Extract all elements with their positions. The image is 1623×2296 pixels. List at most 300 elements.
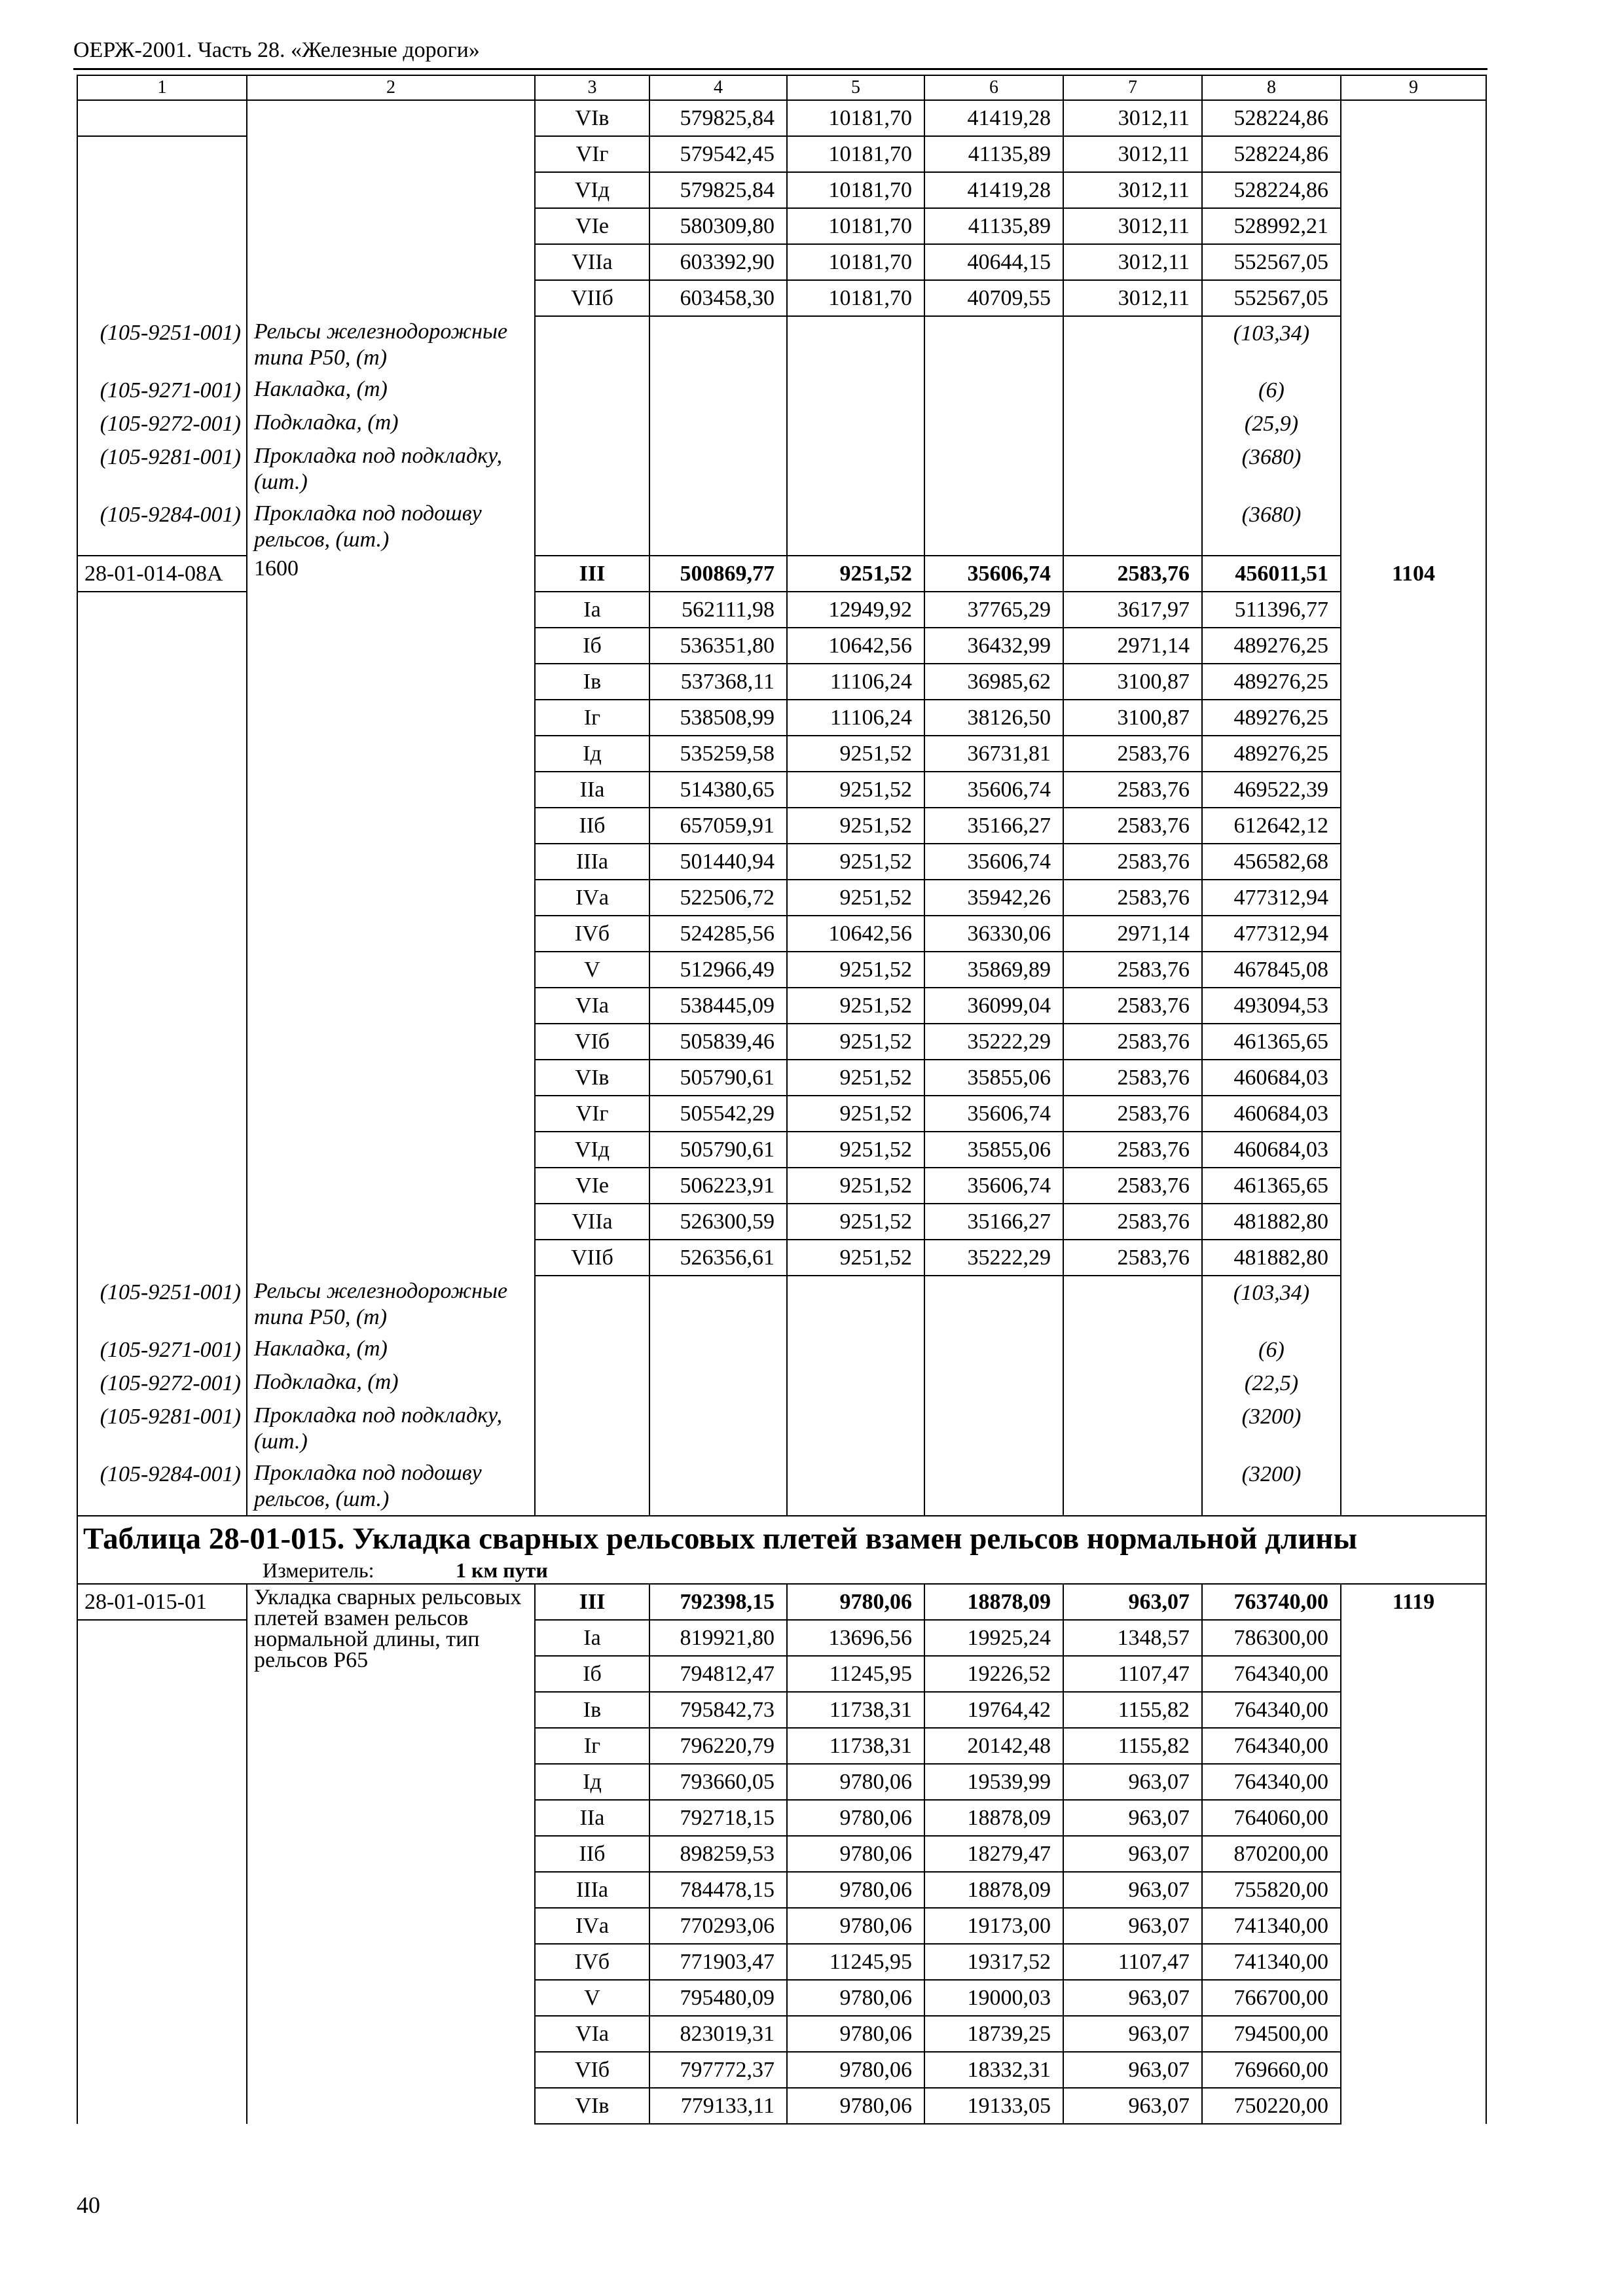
value-cell-c8: 528224,86 [1202, 172, 1341, 208]
code-cell [77, 1620, 247, 1656]
empty-cell [649, 1458, 787, 1516]
value-cell-c4: 657059,91 [649, 808, 787, 844]
value-cell-c7: 3012,11 [1063, 208, 1202, 244]
value-cell-c6: 37765,29 [924, 592, 1063, 628]
value-cell-c5: 9251,52 [787, 952, 924, 988]
value-cell-c6: 41419,28 [924, 172, 1063, 208]
code-cell [77, 988, 247, 1024]
value-cell-c5: 11245,95 [787, 1944, 924, 1980]
empty-cell [649, 316, 787, 374]
value-cell-c5: 10181,70 [787, 244, 924, 280]
value-cell-c7: 2583,76 [1063, 1096, 1202, 1132]
value-cell-c5: 10181,70 [787, 208, 924, 244]
name-cell: 1600 [247, 556, 535, 1276]
code-cell [77, 208, 247, 244]
value-cell-c5: 10181,70 [787, 280, 924, 316]
value-cell-c4: 797772,37 [649, 2052, 787, 2088]
value-cell-c6: 19226,52 [924, 1656, 1063, 1692]
code-cell [77, 2052, 247, 2088]
empty-cell [1341, 440, 1486, 498]
code-cell [77, 1908, 247, 1944]
value-cell-c6: 36432,99 [924, 628, 1063, 664]
value-cell-c5: 9780,06 [787, 1764, 924, 1800]
empty-cell [924, 1367, 1063, 1400]
value-cell-c4: 792398,15 [649, 1584, 787, 1620]
resource-name: Рельсы железнодорожные типа Р50, (т) [247, 1276, 535, 1333]
empty-cell [1063, 1400, 1202, 1458]
value-cell-c8: 763740,00 [1202, 1584, 1341, 1620]
empty-cell [1341, 498, 1486, 556]
column-number-row [77, 75, 1486, 100]
value-cell-c8: 870200,00 [1202, 1836, 1341, 1872]
empty-cell [649, 374, 787, 407]
c9-cell [1341, 808, 1486, 844]
value-cell-c6: 36330,06 [924, 916, 1063, 952]
empty-cell [924, 498, 1063, 556]
empty-cell [1063, 498, 1202, 556]
code-cell [77, 1204, 247, 1240]
column-number: 2 [247, 75, 535, 100]
resource-code: (105-9281-001) [77, 440, 247, 498]
resource-name: Подкладка, (т) [247, 407, 535, 440]
value-cell-c7: 2583,76 [1063, 988, 1202, 1024]
resource-row [77, 407, 1486, 440]
column-number: 8 [1202, 75, 1341, 100]
value-cell-c5: 9251,52 [787, 1240, 924, 1276]
resource-code: (105-9281-001) [77, 1400, 247, 1458]
value-cell-c8: 794500,00 [1202, 2016, 1341, 2052]
c9-cell [1341, 736, 1486, 772]
name-cell [247, 244, 535, 280]
zone-cell: IIа [535, 772, 649, 808]
value-cell-c6: 19000,03 [924, 1980, 1063, 2016]
empty-cell [924, 374, 1063, 407]
zone-cell: Iа [535, 1620, 649, 1656]
empty-cell [924, 316, 1063, 374]
zone-cell: Iг [535, 700, 649, 736]
value-cell-c5: 9780,06 [787, 1800, 924, 1836]
table-title-cell [77, 1516, 1486, 1584]
empty-cell [535, 316, 649, 374]
value-cell-c7: 1348,57 [1063, 1620, 1202, 1656]
value-cell-c5: 9251,52 [787, 880, 924, 916]
value-cell-c8: 461365,65 [1202, 1024, 1341, 1060]
value-cell-c4: 823019,31 [649, 2016, 787, 2052]
value-cell-c8: 481882,80 [1202, 1204, 1341, 1240]
table-title-row [77, 1516, 1486, 1584]
zone-cell: VIв [535, 100, 649, 136]
zone-cell: IVа [535, 880, 649, 916]
value-cell-c4: 522506,72 [649, 880, 787, 916]
zone-cell: VIIа [535, 244, 649, 280]
resource-qty: (6) [1202, 374, 1341, 407]
c9-cell [1341, 1728, 1486, 1764]
value-cell-c6: 41135,89 [924, 136, 1063, 172]
resource-qty: (25,9) [1202, 407, 1341, 440]
column-number: 6 [924, 75, 1063, 100]
value-cell-c6: 19173,00 [924, 1908, 1063, 1944]
code-cell [77, 628, 247, 664]
value-cell-c8: 460684,03 [1202, 1060, 1341, 1096]
empty-cell [924, 1458, 1063, 1516]
rates-table [77, 75, 1487, 2125]
value-cell-c5: 9780,06 [787, 1980, 924, 2016]
c9-cell [1341, 1132, 1486, 1168]
value-cell-c4: 505542,29 [649, 1096, 787, 1132]
c9-cell [1341, 1800, 1486, 1836]
rate-row [77, 556, 1486, 592]
c9-cell [1341, 664, 1486, 700]
value-cell-c6: 19925,24 [924, 1620, 1063, 1656]
empty-cell [787, 498, 924, 556]
empty-cell [1063, 374, 1202, 407]
code-cell [77, 1872, 247, 1908]
zone-cell: VIе [535, 208, 649, 244]
value-cell-c7: 2583,76 [1063, 1240, 1202, 1276]
value-cell-c5: 9780,06 [787, 1908, 924, 1944]
value-cell-c4: 505839,46 [649, 1024, 787, 1060]
value-cell-c7: 963,07 [1063, 1872, 1202, 1908]
value-cell-c5: 10642,56 [787, 628, 924, 664]
value-cell-c6: 35606,74 [924, 772, 1063, 808]
code-cell [77, 1764, 247, 1800]
zone-cell: V [535, 952, 649, 988]
value-cell-c6: 35166,27 [924, 1204, 1063, 1240]
empty-cell [535, 407, 649, 440]
zone-cell: VIв [535, 2088, 649, 2124]
c9-cell [1341, 628, 1486, 664]
code-cell [77, 952, 247, 988]
value-cell-c6: 35222,29 [924, 1024, 1063, 1060]
c9-cell [1341, 1168, 1486, 1204]
rate-row [77, 208, 1486, 244]
code-cell [77, 1836, 247, 1872]
code-cell [77, 916, 247, 952]
resource-row [77, 440, 1486, 498]
value-cell-c6: 18878,09 [924, 1872, 1063, 1908]
resource-row [77, 1458, 1486, 1516]
name-cell: Укладка сварных рельсовых плетей взамен рельсов нормальной длины, тип рельсов Р65 [247, 1584, 535, 2124]
value-cell-c5: 11738,31 [787, 1728, 924, 1764]
code-cell [77, 1692, 247, 1728]
value-cell-c6: 36731,81 [924, 736, 1063, 772]
value-cell-c5: 9251,52 [787, 1132, 924, 1168]
c9-cell [1341, 1908, 1486, 1944]
column-number: 5 [787, 75, 924, 100]
value-cell-c5: 9780,06 [787, 2088, 924, 2124]
resource-name: Накладка, (т) [247, 1333, 535, 1367]
value-cell-c5: 9251,52 [787, 1096, 924, 1132]
resource-row [77, 316, 1486, 374]
code-cell [77, 136, 247, 172]
code-cell [77, 1944, 247, 1980]
zone-cell: IIа [535, 1800, 649, 1836]
value-cell-c5: 9251,52 [787, 772, 924, 808]
resource-qty: (22,5) [1202, 1367, 1341, 1400]
unit-line [83, 1557, 1480, 1583]
value-cell-c7: 3012,11 [1063, 244, 1202, 280]
value-cell-c4: 579542,45 [649, 136, 787, 172]
value-cell-c6: 18739,25 [924, 2016, 1063, 2052]
column-number: 9 [1341, 75, 1486, 100]
value-cell-c8: 477312,94 [1202, 916, 1341, 952]
value-cell-c7: 2971,14 [1063, 916, 1202, 952]
value-cell-c5: 9251,52 [787, 844, 924, 880]
c9-cell [1341, 1060, 1486, 1096]
value-cell-c7: 2583,76 [1063, 1024, 1202, 1060]
value-cell-c8: 489276,25 [1202, 700, 1341, 736]
value-cell-c5: 9780,06 [787, 1584, 924, 1620]
empty-cell [1341, 1367, 1486, 1400]
value-cell-c6: 35942,26 [924, 880, 1063, 916]
value-cell-c8: 481882,80 [1202, 1240, 1341, 1276]
empty-cell [649, 1333, 787, 1367]
resource-row [77, 1400, 1486, 1458]
zone-cell: Iб [535, 1656, 649, 1692]
zone-cell: V [535, 1980, 649, 2016]
empty-cell [1341, 1333, 1486, 1367]
value-cell-c5: 11106,24 [787, 700, 924, 736]
value-cell-c4: 794812,47 [649, 1656, 787, 1692]
empty-cell [649, 1367, 787, 1400]
zone-cell: VIг [535, 1096, 649, 1132]
page-number: 40 [77, 2192, 100, 2218]
resource-row [77, 1333, 1486, 1367]
zone-cell: VIв [535, 1060, 649, 1096]
value-cell-c6: 40709,55 [924, 280, 1063, 316]
value-cell-c6: 20142,48 [924, 1728, 1063, 1764]
resource-name: Рельсы железнодорожные типа Р50, (т) [247, 316, 535, 374]
resource-row [77, 374, 1486, 407]
rate-row [77, 1584, 1486, 1620]
zone-cell: VIа [535, 2016, 649, 2052]
empty-cell [1063, 1276, 1202, 1333]
value-cell-c4: 538508,99 [649, 700, 787, 736]
empty-cell [787, 316, 924, 374]
c9-cell [1341, 2016, 1486, 2052]
column-number: 4 [649, 75, 787, 100]
value-cell-c6: 19539,99 [924, 1764, 1063, 1800]
value-cell-c8: 456582,68 [1202, 844, 1341, 880]
value-cell-c8: 755820,00 [1202, 1872, 1341, 1908]
empty-cell [535, 440, 649, 498]
name-cell [247, 280, 535, 316]
value-cell-c8: 489276,25 [1202, 628, 1341, 664]
empty-cell [924, 1333, 1063, 1367]
value-cell-c7: 963,07 [1063, 1980, 1202, 2016]
value-cell-c5: 10181,70 [787, 172, 924, 208]
value-cell-c7: 2583,76 [1063, 844, 1202, 880]
code-cell [77, 100, 247, 136]
resource-code: (105-9251-001) [77, 1276, 247, 1333]
code-cell [77, 1980, 247, 2016]
column-number: 3 [535, 75, 649, 100]
value-cell-c6: 35606,74 [924, 844, 1063, 880]
value-cell-c7: 2583,76 [1063, 1168, 1202, 1204]
value-cell-c4: 514380,65 [649, 772, 787, 808]
empty-cell [535, 1458, 649, 1516]
value-cell-c4: 579825,84 [649, 100, 787, 136]
resource-code: (105-9271-001) [77, 374, 247, 407]
zone-cell: IIб [535, 1836, 649, 1872]
value-cell-c7: 2583,76 [1063, 736, 1202, 772]
zone-cell: VIе [535, 1168, 649, 1204]
zone-cell: IVб [535, 1944, 649, 1980]
zone-cell: VIIб [535, 280, 649, 316]
value-cell-c8: 750220,00 [1202, 2088, 1341, 2124]
c9-cell: 1119 [1341, 1584, 1486, 1620]
resource-name: Прокладка под подошву рельсов, (шт.) [247, 1458, 535, 1516]
table-title: Таблица 28-01-015. Укладка сварных рельсовых плетей взамен рельсов нормальной длины [83, 1522, 1358, 1556]
zone-cell: VIIб [535, 1240, 649, 1276]
empty-cell [649, 498, 787, 556]
code-cell: 28-01-015-01 [77, 1584, 247, 1620]
code-cell [77, 1096, 247, 1132]
zone-cell: III [535, 556, 649, 592]
rates-table-body [77, 75, 1486, 2124]
zone-cell: Iг [535, 1728, 649, 1764]
code-cell [77, 700, 247, 736]
value-cell-c6: 18878,09 [924, 1584, 1063, 1620]
value-cell-c5: 9251,52 [787, 736, 924, 772]
value-cell-c4: 795480,09 [649, 1980, 787, 2016]
c9-cell [1341, 1980, 1486, 2016]
c9-cell [1341, 700, 1486, 736]
zone-cell: VIIа [535, 1204, 649, 1240]
value-cell-c5: 11245,95 [787, 1656, 924, 1692]
value-cell-c8: 786300,00 [1202, 1620, 1341, 1656]
code-cell [77, 1024, 247, 1060]
value-cell-c6: 41419,28 [924, 100, 1063, 136]
value-cell-c6: 36099,04 [924, 988, 1063, 1024]
value-cell-c5: 10181,70 [787, 100, 924, 136]
c9-cell [1341, 988, 1486, 1024]
c9-cell [1341, 772, 1486, 808]
zone-cell: Iд [535, 736, 649, 772]
c9-cell [1341, 2088, 1486, 2124]
c9-cell [1341, 916, 1486, 952]
name-cell [247, 136, 535, 172]
empty-cell [787, 1458, 924, 1516]
c9-cell [1341, 592, 1486, 628]
value-cell-c5: 11106,24 [787, 664, 924, 700]
rate-row [77, 100, 1486, 136]
value-cell-c8: 460684,03 [1202, 1096, 1341, 1132]
column-number: 1 [77, 75, 247, 100]
value-cell-c7: 963,07 [1063, 1800, 1202, 1836]
value-cell-c4: 580309,80 [649, 208, 787, 244]
zone-cell: IVб [535, 916, 649, 952]
value-cell-c4: 505790,61 [649, 1060, 787, 1096]
value-cell-c4: 537368,11 [649, 664, 787, 700]
value-cell-c5: 9251,52 [787, 1204, 924, 1240]
empty-cell [924, 1276, 1063, 1333]
c9-cell [1341, 1764, 1486, 1800]
code-cell [77, 2088, 247, 2124]
value-cell-c7: 963,07 [1063, 2088, 1202, 2124]
value-cell-c5: 9251,52 [787, 1168, 924, 1204]
value-cell-c4: 524285,56 [649, 916, 787, 952]
code-cell [77, 1168, 247, 1204]
value-cell-c5: 9251,52 [787, 1060, 924, 1096]
empty-cell [787, 440, 924, 498]
c9-cell [1341, 1024, 1486, 1060]
code-cell [77, 808, 247, 844]
value-cell-c7: 1107,47 [1063, 1656, 1202, 1692]
zone-cell: IIб [535, 808, 649, 844]
resource-code: (105-9272-001) [77, 1367, 247, 1400]
value-cell-c4: 562111,98 [649, 592, 787, 628]
value-cell-c7: 2583,76 [1063, 1204, 1202, 1240]
resource-row [77, 498, 1486, 556]
rates-table-wrapper [77, 75, 1487, 2125]
value-cell-c8: 764340,00 [1202, 1728, 1341, 1764]
empty-cell [1063, 440, 1202, 498]
value-cell-c6: 35606,74 [924, 556, 1063, 592]
value-cell-c8: 461365,65 [1202, 1168, 1341, 1204]
empty-cell [1341, 1400, 1486, 1458]
empty-cell [1063, 1367, 1202, 1400]
value-cell-c8: 552567,05 [1202, 244, 1341, 280]
empty-cell [1341, 1276, 1486, 1333]
resource-qty: (3200) [1202, 1400, 1341, 1458]
value-cell-c7: 963,07 [1063, 1584, 1202, 1620]
zone-cell: Iб [535, 628, 649, 664]
c9-cell [1341, 1944, 1486, 1980]
value-cell-c5: 9780,06 [787, 1836, 924, 1872]
value-cell-c7: 1155,82 [1063, 1692, 1202, 1728]
rate-row [77, 172, 1486, 208]
empty-cell [1341, 374, 1486, 407]
value-cell-c6: 19317,52 [924, 1944, 1063, 1980]
value-cell-c4: 603458,30 [649, 280, 787, 316]
zone-cell: VIа [535, 988, 649, 1024]
empty-cell [787, 407, 924, 440]
value-cell-c4: 770293,06 [649, 1908, 787, 1944]
unit-value: 1 км пути [456, 1558, 548, 1582]
value-cell-c6: 40644,15 [924, 244, 1063, 280]
value-cell-c8: 528224,86 [1202, 100, 1341, 136]
value-cell-c6: 35166,27 [924, 808, 1063, 844]
value-cell-c7: 1155,82 [1063, 1728, 1202, 1764]
value-cell-c8: 528224,86 [1202, 136, 1341, 172]
value-cell-c5: 9780,06 [787, 2016, 924, 2052]
resource-qty: (6) [1202, 1333, 1341, 1367]
value-cell-c4: 535259,58 [649, 736, 787, 772]
value-cell-c7: 963,07 [1063, 2052, 1202, 2088]
empty-cell [787, 1333, 924, 1367]
empty-cell [535, 1400, 649, 1458]
value-cell-c5: 9780,06 [787, 1872, 924, 1908]
value-cell-c7: 1107,47 [1063, 1944, 1202, 1980]
value-cell-c4: 501440,94 [649, 844, 787, 880]
value-cell-c8: 477312,94 [1202, 880, 1341, 916]
value-cell-c5: 9251,52 [787, 808, 924, 844]
value-cell-c6: 18279,47 [924, 1836, 1063, 1872]
resource-name: Прокладка под подошву рельсов, (шт.) [247, 498, 535, 556]
value-cell-c4: 603392,90 [649, 244, 787, 280]
c9-cell [1341, 1656, 1486, 1692]
value-cell-c8: 764340,00 [1202, 1764, 1341, 1800]
name-cell [247, 172, 535, 208]
value-cell-c4: 771903,47 [649, 1944, 787, 1980]
code-cell [77, 244, 247, 280]
rate-row [77, 280, 1486, 316]
zone-cell: III [535, 1584, 649, 1620]
empty-cell [1341, 407, 1486, 440]
code-cell [77, 880, 247, 916]
c9-cell [1341, 952, 1486, 988]
